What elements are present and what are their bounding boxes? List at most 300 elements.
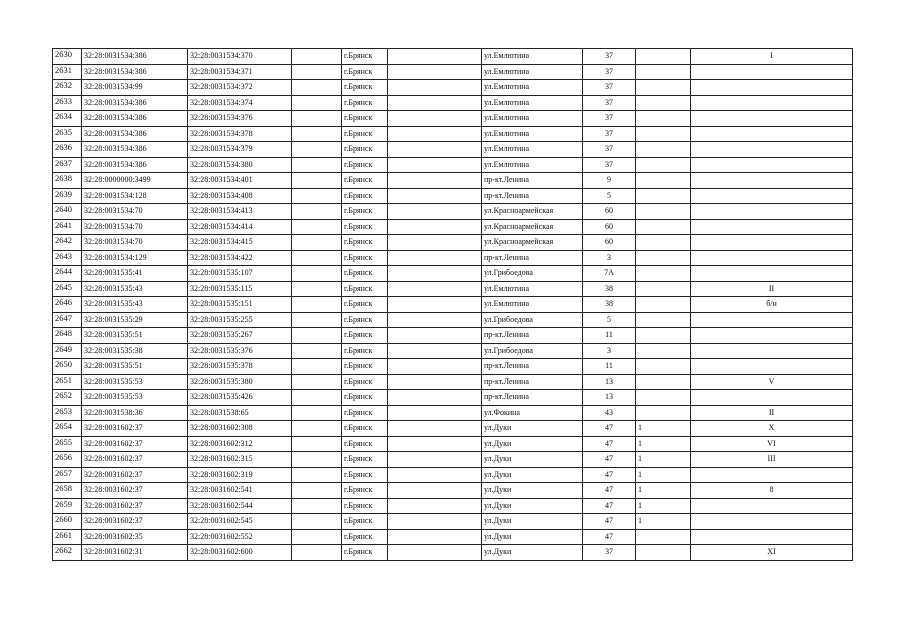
empty-cell xyxy=(388,250,482,266)
city-cell: г.Брянск xyxy=(342,235,388,251)
city-cell: г.Брянск xyxy=(342,545,388,561)
object-cadastral-number: 32:28:0031535:267 xyxy=(188,328,292,344)
table-row xyxy=(53,529,853,545)
flag-cell xyxy=(636,64,691,80)
row-number: 2641 xyxy=(53,219,82,235)
empty-cell xyxy=(292,405,342,421)
land-cadastral-number: 32:28:0031535:53 xyxy=(82,374,188,390)
street-cell: пр-кт.Ленина xyxy=(482,188,583,204)
empty-cell xyxy=(388,374,482,390)
premises-number-cell xyxy=(691,111,853,127)
street-cell: ул.Емлютина xyxy=(482,157,583,173)
house-number-cell: 9 xyxy=(583,173,636,189)
premises-number-cell xyxy=(691,529,853,545)
city-cell: г.Брянск xyxy=(342,126,388,142)
empty-cell xyxy=(292,250,342,266)
empty-cell xyxy=(292,173,342,189)
object-cadastral-number: 32:28:0031602:600 xyxy=(188,545,292,561)
city-cell: г.Брянск xyxy=(342,281,388,297)
street-cell: ул.Емлютина xyxy=(482,49,583,65)
house-number-cell: 38 xyxy=(583,281,636,297)
flag-cell xyxy=(636,529,691,545)
city-cell: г.Брянск xyxy=(342,483,388,499)
empty-cell xyxy=(388,436,482,452)
empty-cell xyxy=(292,157,342,173)
house-number-cell: 60 xyxy=(583,204,636,220)
street-cell: ул.Грибоедова xyxy=(482,343,583,359)
land-cadastral-number: 32:28:0031602:35 xyxy=(82,529,188,545)
city-cell: г.Брянск xyxy=(342,436,388,452)
premises-number-cell xyxy=(691,266,853,282)
row-number: 2650 xyxy=(53,359,82,375)
street-cell: ул.Емлютина xyxy=(482,80,583,96)
premises-number-cell xyxy=(691,343,853,359)
row-number: 2659 xyxy=(53,498,82,514)
row-number: 2635 xyxy=(53,126,82,142)
table-row xyxy=(53,126,853,142)
object-cadastral-number: 32:28:0031602:541 xyxy=(188,483,292,499)
row-number: 2652 xyxy=(53,390,82,406)
flag-cell xyxy=(636,157,691,173)
empty-cell xyxy=(388,126,482,142)
land-cadastral-number: 32:28:0031534:129 xyxy=(82,250,188,266)
premises-number-cell xyxy=(691,173,853,189)
table-row xyxy=(53,297,853,313)
street-cell: ул.Грибоедова xyxy=(482,266,583,282)
premises-number-cell: I xyxy=(691,49,853,65)
empty-cell xyxy=(292,204,342,220)
premises-number-cell xyxy=(691,126,853,142)
table-row xyxy=(53,405,853,421)
object-cadastral-number: 32:28:0031534:372 xyxy=(188,80,292,96)
premises-number-cell xyxy=(691,250,853,266)
row-number: 2636 xyxy=(53,142,82,158)
land-cadastral-number: 32:28:0031602:37 xyxy=(82,498,188,514)
premises-number-cell: II xyxy=(691,405,853,421)
city-cell: г.Брянск xyxy=(342,297,388,313)
house-number-cell: 37 xyxy=(583,545,636,561)
empty-cell xyxy=(388,80,482,96)
flag-cell xyxy=(636,49,691,65)
flag-cell xyxy=(636,173,691,189)
object-cadastral-number: 32:28:0031534:370 xyxy=(188,49,292,65)
premises-number-cell xyxy=(691,328,853,344)
empty-cell xyxy=(388,142,482,158)
flag-cell xyxy=(636,80,691,96)
table-row xyxy=(53,467,853,483)
table-row xyxy=(53,421,853,437)
city-cell: г.Брянск xyxy=(342,157,388,173)
flag-cell: 1 xyxy=(636,467,691,483)
city-cell: г.Брянск xyxy=(342,142,388,158)
table-row xyxy=(53,95,853,111)
premises-number-cell xyxy=(691,359,853,375)
house-number-cell: 13 xyxy=(583,374,636,390)
row-number: 2640 xyxy=(53,204,82,220)
house-number-cell: 47 xyxy=(583,483,636,499)
land-cadastral-number: 32:28:0031602:37 xyxy=(82,452,188,468)
object-cadastral-number: 32:28:0031602:315 xyxy=(188,452,292,468)
city-cell: г.Брянск xyxy=(342,250,388,266)
empty-cell xyxy=(292,126,342,142)
table-row xyxy=(53,390,853,406)
empty-cell xyxy=(292,188,342,204)
city-cell: г.Брянск xyxy=(342,390,388,406)
table-row xyxy=(53,111,853,127)
house-number-cell: 38 xyxy=(583,297,636,313)
empty-cell xyxy=(388,390,482,406)
empty-cell xyxy=(292,498,342,514)
street-cell: ул.Дуки xyxy=(482,421,583,437)
street-cell: ул.Емлютина xyxy=(482,64,583,80)
city-cell: г.Брянск xyxy=(342,529,388,545)
empty-cell xyxy=(388,421,482,437)
table-row xyxy=(53,514,853,530)
empty-cell xyxy=(388,343,482,359)
row-number: 2637 xyxy=(53,157,82,173)
empty-cell xyxy=(388,297,482,313)
street-cell: пр-кт.Ленина xyxy=(482,173,583,189)
table-body xyxy=(53,49,853,561)
house-number-cell: 43 xyxy=(583,405,636,421)
premises-number-cell xyxy=(691,204,853,220)
row-number: 2647 xyxy=(53,312,82,328)
house-number-cell: 47 xyxy=(583,498,636,514)
row-number: 2643 xyxy=(53,250,82,266)
empty-cell xyxy=(292,390,342,406)
house-number-cell: 37 xyxy=(583,64,636,80)
table-row xyxy=(53,343,853,359)
empty-cell xyxy=(388,49,482,65)
empty-cell xyxy=(388,514,482,530)
flag-cell: 1 xyxy=(636,498,691,514)
table-row xyxy=(53,250,853,266)
premises-number-cell xyxy=(691,188,853,204)
empty-cell xyxy=(292,374,342,390)
table-row xyxy=(53,80,853,96)
flag-cell xyxy=(636,126,691,142)
city-cell: г.Брянск xyxy=(342,80,388,96)
land-cadastral-number: 32:28:0031535:29 xyxy=(82,312,188,328)
land-cadastral-number: 32:28:0031534:70 xyxy=(82,219,188,235)
object-cadastral-number: 32:28:0031535:380 xyxy=(188,374,292,390)
object-cadastral-number: 32:28:0031534:379 xyxy=(188,142,292,158)
city-cell: г.Брянск xyxy=(342,111,388,127)
empty-cell xyxy=(388,204,482,220)
street-cell: пр-кт.Ленина xyxy=(482,328,583,344)
empty-cell xyxy=(292,111,342,127)
empty-cell xyxy=(388,405,482,421)
street-cell: ул.Красноармейская xyxy=(482,219,583,235)
house-number-cell: 7А xyxy=(583,266,636,282)
land-cadastral-number: 32:28:0031534:386 xyxy=(82,111,188,127)
empty-cell xyxy=(388,219,482,235)
house-number-cell: 60 xyxy=(583,235,636,251)
land-cadastral-number: 32:28:0031535:51 xyxy=(82,328,188,344)
flag-cell: 1 xyxy=(636,421,691,437)
city-cell: г.Брянск xyxy=(342,467,388,483)
empty-cell xyxy=(292,95,342,111)
flag-cell xyxy=(636,111,691,127)
row-number: 2654 xyxy=(53,421,82,437)
empty-cell xyxy=(388,312,482,328)
house-number-cell: 37 xyxy=(583,80,636,96)
flag-cell xyxy=(636,405,691,421)
city-cell: г.Брянск xyxy=(342,359,388,375)
house-number-cell: 47 xyxy=(583,514,636,530)
object-cadastral-number: 32:28:0031534:371 xyxy=(188,64,292,80)
row-number: 2657 xyxy=(53,467,82,483)
premises-number-cell: XI xyxy=(691,545,853,561)
premises-number-cell: II xyxy=(691,281,853,297)
object-cadastral-number: 32:28:0031534:378 xyxy=(188,126,292,142)
street-cell: ул.Емлютина xyxy=(482,281,583,297)
land-cadastral-number: 32:28:0031535:38 xyxy=(82,343,188,359)
house-number-cell: 11 xyxy=(583,359,636,375)
flag-cell: 1 xyxy=(636,483,691,499)
land-cadastral-number: 32:28:0031534:386 xyxy=(82,64,188,80)
street-cell: ул.Красноармейская xyxy=(482,204,583,220)
premises-number-cell xyxy=(691,142,853,158)
flag-cell xyxy=(636,328,691,344)
object-cadastral-number: 32:28:0031602:319 xyxy=(188,467,292,483)
house-number-cell: 47 xyxy=(583,452,636,468)
flag-cell xyxy=(636,312,691,328)
object-cadastral-number: 32:28:0031535:151 xyxy=(188,297,292,313)
house-number-cell: 13 xyxy=(583,390,636,406)
object-cadastral-number: 32:28:0031534:408 xyxy=(188,188,292,204)
row-number: 2633 xyxy=(53,95,82,111)
flag-cell: 1 xyxy=(636,514,691,530)
empty-cell xyxy=(292,467,342,483)
flag-cell xyxy=(636,188,691,204)
object-cadastral-number: 32:28:0031535:426 xyxy=(188,390,292,406)
premises-number-cell xyxy=(691,498,853,514)
row-number: 2632 xyxy=(53,80,82,96)
empty-cell xyxy=(388,188,482,204)
land-cadastral-number: 32:28:0031602:37 xyxy=(82,436,188,452)
empty-cell xyxy=(292,80,342,96)
empty-cell xyxy=(388,64,482,80)
land-cadastral-number: 32:28:0031602:37 xyxy=(82,514,188,530)
street-cell: ул.Емлютина xyxy=(482,95,583,111)
empty-cell xyxy=(292,142,342,158)
land-cadastral-number: 32:28:0000000:3499 xyxy=(82,173,188,189)
empty-cell xyxy=(388,281,482,297)
table-row xyxy=(53,142,853,158)
street-cell: ул.Дуки xyxy=(482,545,583,561)
land-cadastral-number: 32:28:0031534:70 xyxy=(82,204,188,220)
land-cadastral-number: 32:28:0031535:51 xyxy=(82,359,188,375)
premises-number-cell xyxy=(691,390,853,406)
city-cell: г.Брянск xyxy=(342,498,388,514)
object-cadastral-number: 32:28:0031535:378 xyxy=(188,359,292,375)
table-row xyxy=(53,545,853,561)
premises-number-cell xyxy=(691,157,853,173)
object-cadastral-number: 32:28:0031602:312 xyxy=(188,436,292,452)
object-cadastral-number: 32:28:0031534:414 xyxy=(188,219,292,235)
table-row xyxy=(53,49,853,65)
empty-cell xyxy=(292,49,342,65)
empty-cell xyxy=(388,157,482,173)
object-cadastral-number: 32:28:0031534:413 xyxy=(188,204,292,220)
empty-cell xyxy=(292,529,342,545)
flag-cell: 1 xyxy=(636,452,691,468)
row-number: 2653 xyxy=(53,405,82,421)
flag-cell xyxy=(636,297,691,313)
row-number: 2634 xyxy=(53,111,82,127)
empty-cell xyxy=(388,328,482,344)
flag-cell xyxy=(636,390,691,406)
object-cadastral-number: 32:28:0031602:544 xyxy=(188,498,292,514)
street-cell: ул.Дуки xyxy=(482,436,583,452)
premises-number-cell: 8 xyxy=(691,483,853,499)
empty-cell xyxy=(292,64,342,80)
row-number: 2639 xyxy=(53,188,82,204)
flag-cell xyxy=(636,545,691,561)
house-number-cell: 37 xyxy=(583,142,636,158)
object-cadastral-number: 32:28:0031602:308 xyxy=(188,421,292,437)
land-cadastral-number: 32:28:0031534:99 xyxy=(82,80,188,96)
city-cell: г.Брянск xyxy=(342,49,388,65)
premises-number-cell xyxy=(691,514,853,530)
flag-cell xyxy=(636,374,691,390)
street-cell: ул.Дуки xyxy=(482,483,583,499)
row-number: 2651 xyxy=(53,374,82,390)
table-row xyxy=(53,452,853,468)
table-row xyxy=(53,235,853,251)
land-cadastral-number: 32:28:0031534:386 xyxy=(82,142,188,158)
empty-cell xyxy=(388,111,482,127)
empty-cell xyxy=(292,235,342,251)
street-cell: ул.Дуки xyxy=(482,514,583,530)
row-number: 2660 xyxy=(53,514,82,530)
row-number: 2661 xyxy=(53,529,82,545)
premises-number-cell xyxy=(691,467,853,483)
empty-cell xyxy=(292,266,342,282)
flag-cell: 1 xyxy=(636,436,691,452)
object-cadastral-number: 32:28:0031534:374 xyxy=(188,95,292,111)
table-row xyxy=(53,219,853,235)
street-cell: ул.Емлютина xyxy=(482,111,583,127)
empty-cell xyxy=(388,235,482,251)
street-cell: пр-кт.Ленина xyxy=(482,250,583,266)
house-number-cell: 37 xyxy=(583,49,636,65)
house-number-cell: 37 xyxy=(583,157,636,173)
street-cell: пр-кт.Ленина xyxy=(482,390,583,406)
row-number: 2646 xyxy=(53,297,82,313)
object-cadastral-number: 32:28:0031602:545 xyxy=(188,514,292,530)
empty-cell xyxy=(388,359,482,375)
row-number: 2648 xyxy=(53,328,82,344)
flag-cell xyxy=(636,235,691,251)
table-row xyxy=(53,359,853,375)
row-number: 2642 xyxy=(53,235,82,251)
object-cadastral-number: 32:28:0031535:115 xyxy=(188,281,292,297)
table-row xyxy=(53,281,853,297)
city-cell: г.Брянск xyxy=(342,219,388,235)
empty-cell xyxy=(292,281,342,297)
row-number: 2638 xyxy=(53,173,82,189)
house-number-cell: 37 xyxy=(583,95,636,111)
city-cell: г.Брянск xyxy=(342,312,388,328)
row-number: 2658 xyxy=(53,483,82,499)
empty-cell xyxy=(292,436,342,452)
empty-cell xyxy=(292,452,342,468)
object-cadastral-number: 32:28:0031534:376 xyxy=(188,111,292,127)
land-cadastral-number: 32:28:0031602:37 xyxy=(82,421,188,437)
land-cadastral-number: 32:28:0031535:43 xyxy=(82,281,188,297)
land-cadastral-number: 32:28:0031535:41 xyxy=(82,266,188,282)
empty-cell xyxy=(292,545,342,561)
row-number: 2630 xyxy=(53,49,82,65)
city-cell: г.Брянск xyxy=(342,95,388,111)
street-cell: ул.Емлютина xyxy=(482,142,583,158)
street-cell: ул.Емлютина xyxy=(482,126,583,142)
city-cell: г.Брянск xyxy=(342,173,388,189)
city-cell: г.Брянск xyxy=(342,374,388,390)
object-cadastral-number: 32:28:0031534:380 xyxy=(188,157,292,173)
city-cell: г.Брянск xyxy=(342,266,388,282)
object-cadastral-number: 32:28:0031535:107 xyxy=(188,266,292,282)
empty-cell xyxy=(388,452,482,468)
premises-number-cell xyxy=(691,80,853,96)
city-cell: г.Брянск xyxy=(342,405,388,421)
table-row xyxy=(53,328,853,344)
street-cell: ул.Дуки xyxy=(482,452,583,468)
flag-cell xyxy=(636,204,691,220)
object-cadastral-number: 32:28:0031602:552 xyxy=(188,529,292,545)
table-row xyxy=(53,64,853,80)
city-cell: г.Брянск xyxy=(342,204,388,220)
land-cadastral-number: 32:28:0031534:386 xyxy=(82,95,188,111)
premises-number-cell xyxy=(691,64,853,80)
empty-cell xyxy=(292,359,342,375)
row-number: 2655 xyxy=(53,436,82,452)
object-cadastral-number: 32:28:0031534:422 xyxy=(188,250,292,266)
premises-number-cell: б/н xyxy=(691,297,853,313)
house-number-cell: 5 xyxy=(583,188,636,204)
land-cadastral-number: 32:28:0031602:37 xyxy=(82,483,188,499)
house-number-cell: 5 xyxy=(583,312,636,328)
land-cadastral-number: 32:28:0031534:128 xyxy=(82,188,188,204)
flag-cell xyxy=(636,343,691,359)
street-cell: пр-кт.Ленина xyxy=(482,359,583,375)
table-row xyxy=(53,498,853,514)
empty-cell xyxy=(388,95,482,111)
flag-cell xyxy=(636,142,691,158)
land-cadastral-number: 32:28:0031534:386 xyxy=(82,49,188,65)
house-number-cell: 60 xyxy=(583,219,636,235)
register-sheet xyxy=(52,48,852,561)
row-number: 2649 xyxy=(53,343,82,359)
flag-cell xyxy=(636,266,691,282)
empty-cell xyxy=(292,312,342,328)
city-cell: г.Брянск xyxy=(342,188,388,204)
premises-number-cell xyxy=(691,219,853,235)
house-number-cell: 11 xyxy=(583,328,636,344)
row-number: 2645 xyxy=(53,281,82,297)
flag-cell xyxy=(636,359,691,375)
premises-number-cell xyxy=(691,312,853,328)
flag-cell xyxy=(636,219,691,235)
land-cadastral-number: 32:28:0031534:70 xyxy=(82,235,188,251)
empty-cell xyxy=(388,173,482,189)
object-cadastral-number: 32:28:0031538:65 xyxy=(188,405,292,421)
house-number-cell: 47 xyxy=(583,436,636,452)
street-cell: ул.Фокина xyxy=(482,405,583,421)
empty-cell xyxy=(388,266,482,282)
